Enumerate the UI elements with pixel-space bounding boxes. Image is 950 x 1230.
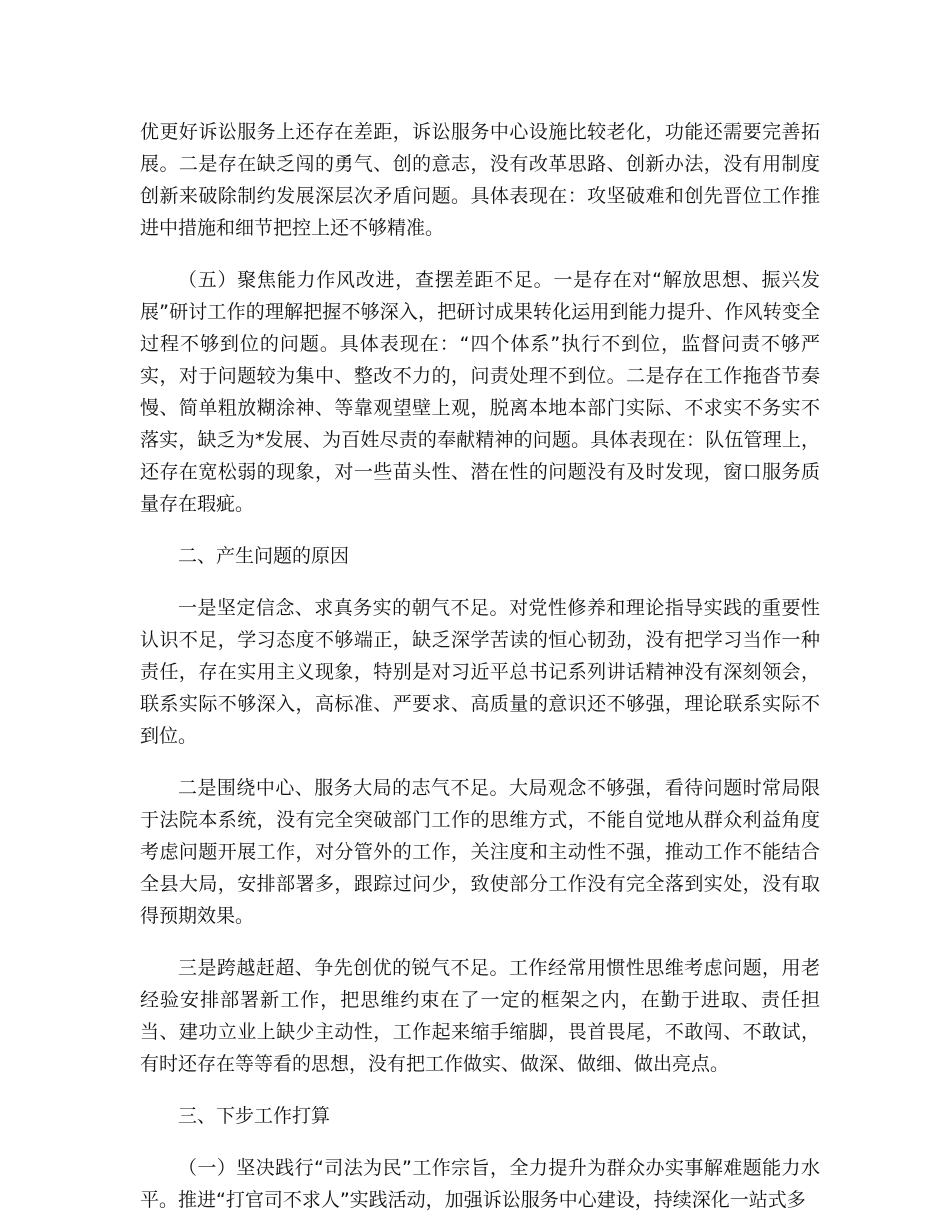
paragraph-continuation: 优更好诉讼服务上还存在差距，诉讼服务中心设施比较老化，功能还需要完善拓展。二是存在缺乏闯的勇气、创的意志，没有改革思路、创新办法，没有用制度创新来破除制约发展深层次矛盾问题。具体表现在：攻坚破难和创先晋位工作推进中措施和细节把控上还不够精准。 [140, 121, 820, 239]
document-page [140, 116, 820, 1216]
paragraph-plan-one: （一）坚决践行“司法为民”工作宗旨，全力提升为群众办实事解难题能力水平。推进“打官司不求人”实践活动，加强诉讼服务中心建设，持续深化一站式多 [140, 1157, 820, 1211]
heading-causes: 二、产生问题的原因 [178, 545, 350, 567]
paragraph-cause-two: 二是围绕中心、服务大局的志气不足。大局观念不够强，看待问题时常局限于法院本系统，没有完全突破部门工作的思维方式，不能自觉地从群众利益角度考虑问题开展工作，对分管外的工作，关注度和主动性不强，推动工作不能结合全县大局，安排部署多，跟踪过问少，致使部分工作没有完全落到实处，没有取得预期效果。 [140, 777, 820, 927]
paragraph-section-five: （五）聚焦能力作风改进，查摆差距不足。一是存在对“解放思想、振兴发展”研讨工作的理解把握不够深入，把研讨成果转化运用到能力提升、作风转变全过程不够到位的问题。具体表现在：“四个体系”执行不到位，监督问责不够严实，对于问题较为集中、整改不力的，问责处理不到位。二是存在工作拖沓节奏慢、简单粗放糊涂神、等靠观望壁上观，脱离本地本部门实际、不求实不务实不落实，缺乏为*发展、为百姓尽责的奉献精神的问题。具体表现在：队伍管理上，还存在宽松弱的现象，对一些苗头性、潜在性的问题没有及时发现，窗口服务质量存在瑕疵。 [140, 269, 820, 515]
paragraph-cause-three: 三是跨越赶超、争先创优的锐气不足。工作经常用惯性思维考虑问题，用老经验安排部署新工作，把思维约束在了一定的框架之内，在勤于进取、责任担当、建功立业上缺少主动性，工作起来缩手缩脚，畏首畏尾，不敢闯、不敢试，有时还存在等等看的思想，没有把工作做实、做深、做细、做出亮点。 [140, 957, 820, 1075]
paragraph-cause-one: 一是坚定信念、求真务实的朝气不足。对党性修养和理论指导实践的重要性认识不足，学习态度不够端正，缺乏深学苦读的恒心韧劲，没有把学习当作一种责任，存在实用主义现象，特别是对习近平总书记系列讲话精神没有深刻领会，联系实际不够深入，高标准、严要求、高质量的意识还不够强，理论联系实际不到位。 [140, 597, 820, 747]
heading-next-steps: 三、下步工作打算 [178, 1105, 331, 1127]
